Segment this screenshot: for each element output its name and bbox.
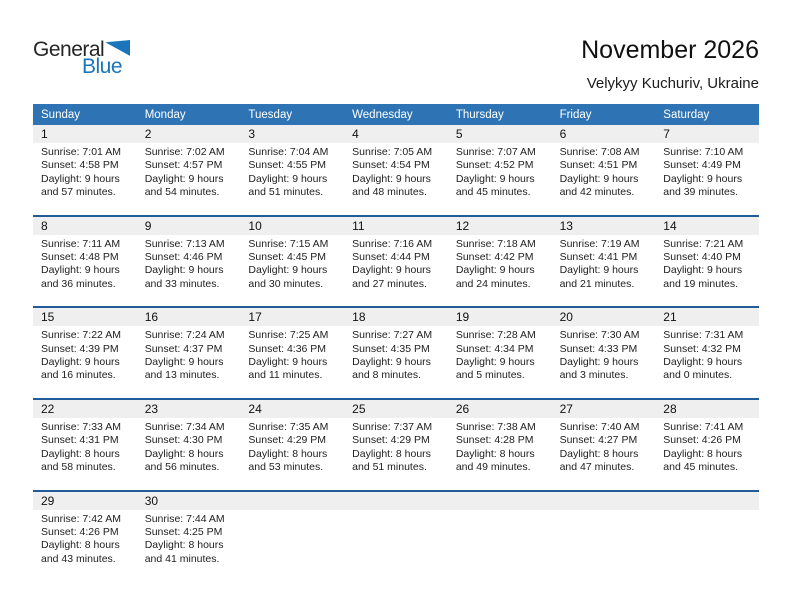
day-daylight: Daylight: 9 hours and 0 minutes. [663,356,743,382]
day-number: 8 [33,217,137,235]
day-cell [448,125,552,200]
day-number: 18 [344,308,448,326]
day-details [33,510,137,567]
day-sunset: Sunset: 4:40 PM [663,251,741,264]
day-sunrise: Sunrise: 7:10 AM [663,146,744,158]
day-sunrise: Sunrise: 7:05 AM [352,146,433,158]
day-details [240,143,344,200]
day-sunset: Sunset: 4:29 PM [248,434,327,447]
day-number: 24 [240,400,344,418]
day-daylight: Daylight: 8 hours and 51 minutes. [352,447,431,474]
day-cell [448,217,552,292]
day-cell [137,125,241,200]
day-sunrise: Sunrise: 7:30 AM [559,329,640,342]
title-block [581,36,759,92]
weekday-label-saturday: Saturday [663,108,710,121]
day-sunset: Sunset: 4:29 PM [352,434,430,447]
general-blue-logo [33,38,173,79]
day-daylight: Daylight: 9 hours and 45 minutes. [455,172,535,199]
logo-text-general: General [33,38,105,61]
day-sunrise: Sunrise: 7:08 AM [559,146,640,158]
weekday-label-wednesday: Wednesday [352,108,413,121]
empty-cell [552,492,656,567]
weekday-label-thursday: Thursday [455,108,504,121]
weekday-header-row [33,104,759,125]
day-details [448,143,552,200]
day-sunrise: Sunrise: 7:35 AM [248,420,329,433]
day-number: 23 [137,400,241,418]
day-sunset: Sunset: 4:52 PM [455,159,534,172]
day-number: 14 [655,217,759,235]
day-number [552,492,656,510]
day-sunset: Sunset: 4:58 PM [41,159,119,172]
day-daylight: Daylight: 9 hours and 5 minutes. [455,356,535,382]
day-number: 27 [552,400,656,418]
day-cell [655,400,759,475]
day-sunrise: Sunrise: 7:42 AM [41,512,121,525]
day-cell [448,400,552,475]
week-row [33,215,759,307]
day-sunrise: Sunrise: 7:24 AM [144,329,225,342]
day-number: 9 [137,217,241,235]
day-number: 11 [344,217,448,235]
day-details [552,326,656,383]
day-sunrise: Sunrise: 7:02 AM [144,146,225,158]
day-number: 2 [137,125,241,143]
day-details [344,143,448,200]
day-details [33,235,137,292]
day-sunset: Sunset: 4:48 PM [41,251,119,264]
day-number: 19 [448,308,552,326]
day-daylight: Daylight: 8 hours and 45 minutes. [663,447,743,474]
day-sunrise: Sunrise: 7:01 AM [41,146,121,158]
day-details [344,235,448,292]
day-sunrise: Sunrise: 7:28 AM [455,329,536,342]
day-cell [344,125,448,200]
day-daylight: Daylight: 8 hours and 49 minutes. [455,447,535,474]
day-details [137,143,241,200]
day-cell [552,308,656,383]
day-cell [33,217,137,292]
day-details [552,418,656,475]
day-sunset: Sunset: 4:34 PM [455,342,534,355]
day-number: 17 [240,308,344,326]
day-sunset: Sunset: 4:57 PM [144,159,223,172]
day-number: 15 [33,308,137,326]
day-number: 16 [137,308,241,326]
day-details [137,235,241,292]
day-cell [240,308,344,383]
day-details [448,235,552,292]
day-number [655,492,759,510]
day-daylight: Daylight: 9 hours and 21 minutes. [559,264,639,290]
day-sunrise: Sunrise: 7:16 AM [352,237,433,250]
day-daylight: Daylight: 9 hours and 57 minutes. [41,172,120,199]
day-sunset: Sunset: 4:42 PM [455,251,534,264]
day-daylight: Daylight: 8 hours and 41 minutes. [144,539,224,565]
day-cell [33,308,137,383]
day-details [655,326,759,383]
day-daylight: Daylight: 8 hours and 47 minutes. [559,447,639,474]
day-cell [33,492,137,567]
day-sunrise: Sunrise: 7:25 AM [248,329,329,342]
day-details [137,326,241,383]
day-sunrise: Sunrise: 7:38 AM [455,420,536,433]
day-details [33,326,137,383]
day-sunset: Sunset: 4:26 PM [41,525,119,538]
day-cell [33,400,137,475]
day-sunset: Sunset: 4:36 PM [248,342,327,355]
empty-cell [655,492,759,567]
day-sunrise: Sunrise: 7:19 AM [559,237,640,250]
day-number [448,492,552,510]
logo-triangle-icon [105,40,130,56]
day-cell [552,217,656,292]
day-cell [655,308,759,383]
day-sunset: Sunset: 4:26 PM [663,434,741,447]
day-number: 10 [240,217,344,235]
day-cell [33,125,137,200]
day-details [137,510,241,567]
empty-cell [240,492,344,567]
week-row [33,306,759,398]
day-number: 21 [655,308,759,326]
day-daylight: Daylight: 9 hours and 39 minutes. [663,172,743,199]
day-sunset: Sunset: 4:27 PM [559,434,638,447]
day-sunset: Sunset: 4:46 PM [144,251,223,264]
day-details [240,235,344,292]
day-sunset: Sunset: 4:41 PM [559,251,638,264]
weekday-label-sunday: Sunday [41,108,81,121]
day-cell [655,217,759,292]
day-number: 28 [655,400,759,418]
day-daylight: Daylight: 9 hours and 13 minutes. [144,356,224,382]
day-daylight: Daylight: 8 hours and 43 minutes. [41,539,120,565]
day-number: 6 [552,125,656,143]
calendar [33,104,759,581]
day-number: 22 [33,400,137,418]
day-cell [655,125,759,200]
calendar-body [33,125,759,581]
empty-cell [344,492,448,567]
day-sunrise: Sunrise: 7:15 AM [248,237,329,250]
day-details [655,143,759,200]
day-sunrise: Sunrise: 7:11 AM [41,237,121,250]
day-daylight: Daylight: 8 hours and 58 minutes. [41,447,120,474]
day-sunset: Sunset: 4:28 PM [455,434,534,447]
day-number: 3 [240,125,344,143]
day-sunrise: Sunrise: 7:40 AM [559,420,640,433]
day-number: 20 [552,308,656,326]
day-number: 12 [448,217,552,235]
day-details [33,418,137,475]
week-row [33,398,759,490]
page-title: November 2026 [581,36,759,64]
day-cell [137,308,241,383]
day-sunrise: Sunrise: 7:27 AM [352,329,433,342]
day-sunset: Sunset: 4:35 PM [352,342,430,355]
day-sunrise: Sunrise: 7:34 AM [144,420,225,433]
day-sunrise: Sunrise: 7:13 AM [144,237,225,250]
logo-text-blue: Blue [82,55,123,78]
day-details [240,418,344,475]
day-cell [552,400,656,475]
day-sunrise: Sunrise: 7:37 AM [352,420,433,433]
day-daylight: Daylight: 9 hours and 42 minutes. [559,172,639,199]
day-details [344,326,448,383]
weekday-label-tuesday: Tuesday [248,108,293,121]
day-daylight: Daylight: 9 hours and 48 minutes. [352,172,431,199]
day-sunrise: Sunrise: 7:07 AM [455,146,536,158]
day-sunrise: Sunrise: 7:22 AM [41,329,121,342]
day-daylight: Daylight: 9 hours and 3 minutes. [559,356,639,382]
day-cell [137,492,241,567]
day-sunset: Sunset: 4:31 PM [41,434,119,447]
day-details [552,143,656,200]
day-daylight: Daylight: 9 hours and 16 minutes. [41,356,120,382]
day-daylight: Daylight: 8 hours and 53 minutes. [248,447,328,474]
day-daylight: Daylight: 9 hours and 8 minutes. [352,356,431,382]
day-number: 30 [137,492,241,510]
day-number: 13 [552,217,656,235]
day-number: 5 [448,125,552,143]
day-cell [344,308,448,383]
day-sunrise: Sunrise: 7:44 AM [144,512,225,525]
day-details [137,418,241,475]
day-daylight: Daylight: 9 hours and 27 minutes. [352,264,431,290]
day-sunset: Sunset: 4:30 PM [144,434,223,447]
day-cell [344,217,448,292]
day-sunset: Sunset: 4:44 PM [352,251,430,264]
day-sunrise: Sunrise: 7:41 AM [663,420,744,433]
day-cell [344,400,448,475]
day-sunset: Sunset: 4:32 PM [663,342,741,355]
day-details [552,235,656,292]
day-daylight: Daylight: 9 hours and 11 minutes. [248,356,328,382]
day-sunset: Sunset: 4:33 PM [559,342,638,355]
day-daylight: Daylight: 9 hours and 24 minutes. [455,264,535,290]
day-details [448,418,552,475]
day-daylight: Daylight: 9 hours and 30 minutes. [248,264,328,290]
day-sunrise: Sunrise: 7:33 AM [41,420,121,433]
day-daylight: Daylight: 9 hours and 54 minutes. [144,172,224,199]
day-number [344,492,448,510]
day-sunrise: Sunrise: 7:21 AM [663,237,744,250]
day-sunset: Sunset: 4:49 PM [663,159,741,172]
day-sunset: Sunset: 4:37 PM [144,342,223,355]
day-details [344,418,448,475]
day-sunset: Sunset: 4:54 PM [352,159,430,172]
day-details [655,235,759,292]
day-details [240,326,344,383]
empty-cell [448,492,552,567]
day-cell [448,308,552,383]
day-number: 29 [33,492,137,510]
day-sunset: Sunset: 4:45 PM [248,251,327,264]
day-cell [240,400,344,475]
day-cell [240,125,344,200]
week-row [33,125,759,215]
day-daylight: Daylight: 9 hours and 36 minutes. [41,264,120,290]
day-number: 1 [33,125,137,143]
day-daylight: Daylight: 9 hours and 51 minutes. [248,172,328,199]
day-daylight: Daylight: 9 hours and 33 minutes. [144,264,224,290]
day-sunset: Sunset: 4:51 PM [559,159,638,172]
day-number: 26 [448,400,552,418]
day-number [240,492,344,510]
day-cell [137,400,241,475]
day-cell [240,217,344,292]
day-number: 7 [655,125,759,143]
week-row [33,490,759,582]
weekday-label-monday: Monday [144,108,186,121]
location-subtitle: Velykyy Kuchuriv, Ukraine [586,75,759,92]
day-number: 4 [344,125,448,143]
day-sunset: Sunset: 4:39 PM [41,342,119,355]
day-sunset: Sunset: 4:25 PM [144,525,223,538]
day-cell [552,125,656,200]
day-daylight: Daylight: 9 hours and 19 minutes. [663,264,743,290]
day-number: 25 [344,400,448,418]
day-details [33,143,137,200]
day-details [448,326,552,383]
day-cell [137,217,241,292]
day-daylight: Daylight: 8 hours and 56 minutes. [144,447,224,474]
day-sunrise: Sunrise: 7:18 AM [455,237,536,250]
weekday-label-friday: Friday [559,108,592,121]
day-sunrise: Sunrise: 7:04 AM [248,146,329,158]
day-sunset: Sunset: 4:55 PM [248,159,327,172]
day-sunrise: Sunrise: 7:31 AM [663,329,744,342]
day-details [655,418,759,475]
